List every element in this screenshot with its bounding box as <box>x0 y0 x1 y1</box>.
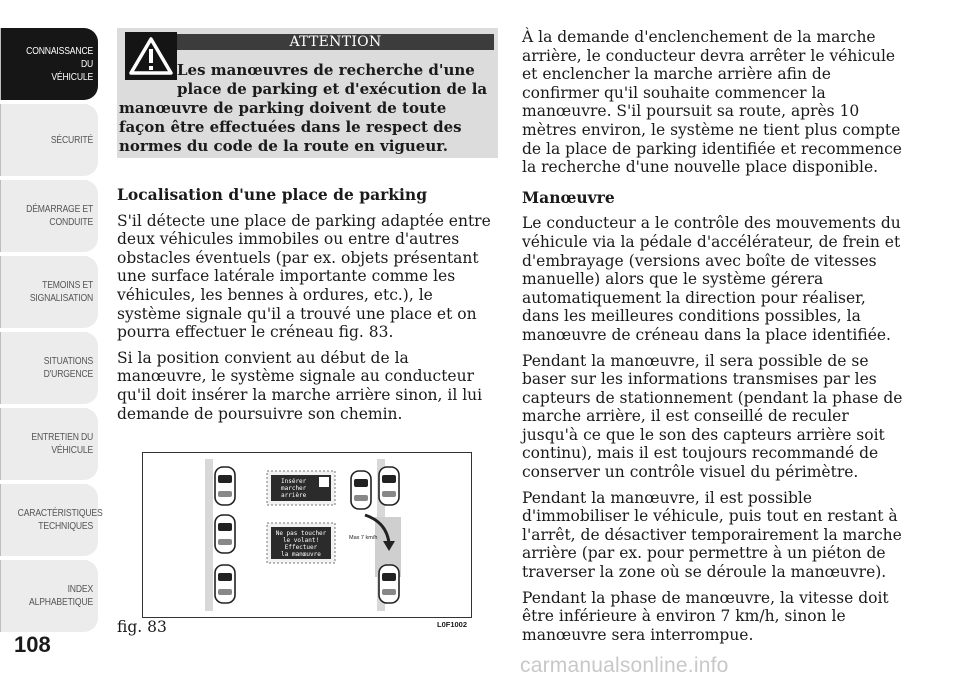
display-line: la manœuvre <box>281 551 321 558</box>
section-heading-manoeuvre: Manœuvre <box>522 187 615 207</box>
display-line: Effectuer <box>284 544 318 551</box>
paragraph: Pendant la phase de manœuvre, la vitesse doit être inférieure à environ 7 km/h, sinon le manœuvre sera interrompue. <box>522 588 889 644</box>
display-line: marcher <box>281 485 307 492</box>
car-icon <box>215 515 235 553</box>
tab-demarrage-et-conduite[interactable] <box>0 180 98 252</box>
car-icon <box>379 467 399 505</box>
tab-index-alphabetique[interactable] <box>0 560 98 632</box>
figure-parking-diagram <box>142 452 472 618</box>
car-icon <box>351 471 371 509</box>
paragraph: Le conducteur a le contrôle des mouvements du véhicule via la pédale d'accélérateur, de frein et d'embrayage (versions avec boîte de vitesses manuelle) alors que le système gérera automatiquement la direction pour réaliser, dans les meilleures conditions possibles, la manœuvre de créneau dans la place identifiée. <box>522 214 901 344</box>
tab-label: DÉMARRAGE ET CONDUITE <box>26 203 94 228</box>
paragraph: S'il détecte une place de parking adaptée entre deux véhicules immobiles ou entre d'autres obstacles éventuels (par ex. objets présentant une surface latérale importante comme les véhicules, les bennes à ordures, etc.), le système signale qu'il a trouvé une place et on pourra effectuer le créneau fig. 83. <box>117 211 491 342</box>
tab-entretien-du-vehicule[interactable] <box>0 408 98 480</box>
tab-label: SÉCURITÉ <box>50 133 94 146</box>
car-icon <box>215 467 235 505</box>
tab-caracteristiques-techniques[interactable] <box>0 484 103 556</box>
display-line: Ne pas toucher <box>275 530 327 537</box>
attention-line-1: Les manœuvres de recherche d'une <box>177 61 475 79</box>
speed-limit-label: Max 7 km/h <box>349 535 378 541</box>
tab-label: ENTRETIEN DU VÉHICULE <box>31 431 94 456</box>
reverse-gear-icon <box>319 477 329 487</box>
right-column <box>522 28 904 651</box>
tab-label: SITUATIONS D'URGENCE <box>43 355 94 380</box>
display-line: arrière <box>281 492 307 499</box>
attention-box <box>117 28 498 158</box>
paragraph: Pendant la manœuvre, il sera possible de se baser sur les informations transmises par les capteurs de stationnement (pendant la phase de marche arrière, il est conseillé de reculer jusqu'à ce que le son des capteurs arrière soit continu), mais il est toujours recommandé de conserver un contrôle visuel du périmètre. <box>522 351 903 482</box>
car-icon <box>215 565 235 603</box>
lane-line <box>205 459 213 611</box>
section-heading-localisation: Localisation d'une place de parking <box>117 185 428 204</box>
dashboard-display <box>267 471 335 505</box>
left-column <box>117 186 499 430</box>
figure-code: L0F1002 <box>437 620 468 629</box>
tab-label: TEMOINS ET SIGNALISATION <box>29 279 94 304</box>
attention-line-3: manœuvre de parking doivent de toute façon être effectuées dans le respect des normes du code de la route en vigueur. <box>119 99 462 155</box>
tab-situations-d-urgence[interactable] <box>0 332 98 404</box>
paragraph: Si la position convient au début de la manœuvre, le système signale au conducteur qu'il doit insérer la marche arrière sinon, il lui demande de poursuivre son chemin. <box>117 348 483 423</box>
tab-label: CONNAISSANCE DU VÉHICULE <box>26 44 94 83</box>
attention-line-2: place de parking et d'exécution de la <box>177 80 488 98</box>
paragraph: À la demande d'enclenchement de la marche arrière, le conducteur devra arrêter le véhicule et enclencher la marche arrière afin de confirmer qu'il souhaite commencer la manœuvre. S'il poursuit sa route, après 10 mètres environ, le système ne tient plus compte de la place de parking identifiée et recommence la recherche d'une nouvelle place disponible. <box>522 28 902 177</box>
attention-title: ATTENTION <box>177 34 494 50</box>
page-number: 108 <box>14 632 51 657</box>
tab-securite[interactable] <box>0 104 98 176</box>
tab-label: CARACTÉRISTIQUES TECHNIQUES <box>17 507 103 532</box>
dashboard-display <box>267 523 335 563</box>
attention-text <box>119 61 493 156</box>
tab-temoins-et-signalisation[interactable] <box>0 256 98 328</box>
display-line: le volant! <box>282 537 320 544</box>
tab-label: INDEX ALPHABETIQUE <box>29 583 94 608</box>
parking-diagram <box>143 453 471 617</box>
figure-caption: fig. 83 <box>117 618 167 636</box>
display-line: Insérer <box>281 478 307 485</box>
paragraph: Pendant la manœuvre, il est possible d'immobiliser le véhicule, puis tout en restant à l'arrêt, de désactiver temporairement la marche arrière (par ex. pour permettre à un piéton de traverser la zone où se déroule la manœuvre). <box>522 488 902 582</box>
tab-connaissance-du-vehicule[interactable] <box>0 28 98 100</box>
watermark: carmanualsonline.info <box>520 654 729 677</box>
car-icon <box>379 565 399 603</box>
